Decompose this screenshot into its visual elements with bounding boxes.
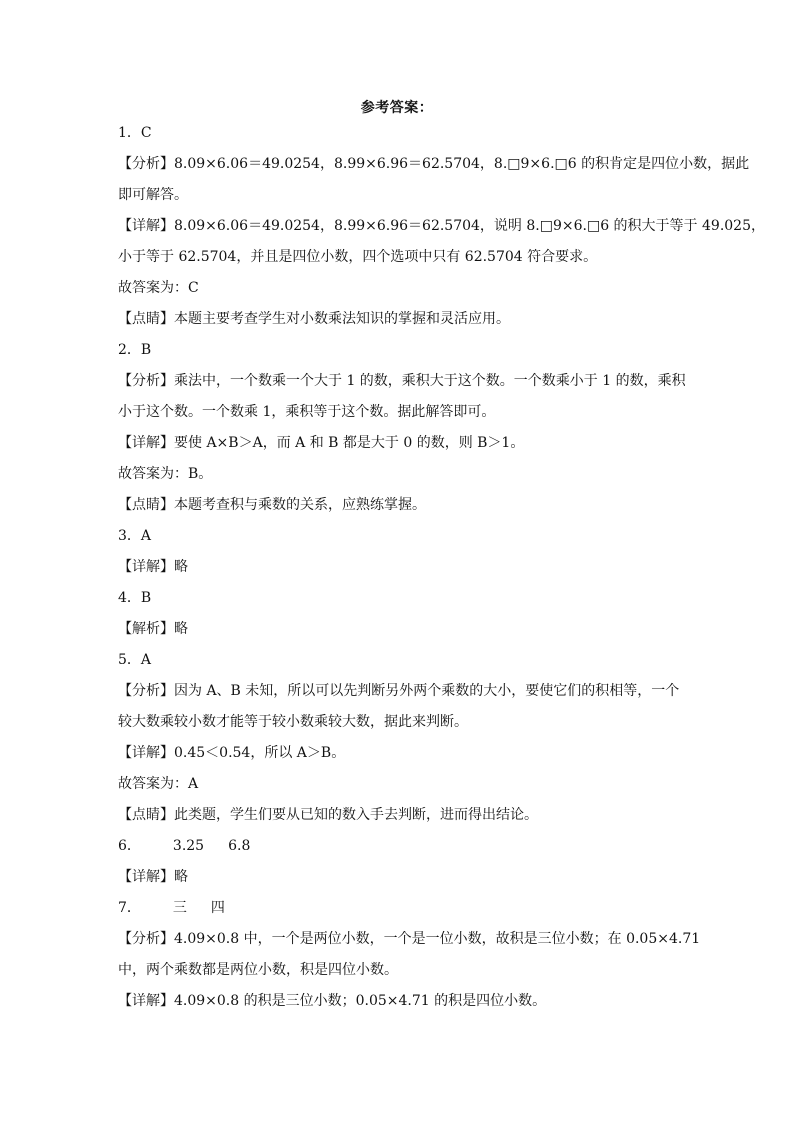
answer-line: 4．B xyxy=(118,590,152,606)
answer-line: 【点睛】本题考查积与乘数的关系，应熟练掌握。 xyxy=(118,497,426,513)
answer-line: 故答案为：A xyxy=(118,776,199,792)
answer-line: 【分析】4.09×0.8 中，一个是两位小数，一个是一位小数，故积是三位小数；在 0.05×4.71 xyxy=(118,931,701,947)
answer-line: 【详解】8.09×6.06＝49.0254，8.99×6.96＝62.5704，说明 8.□9×6.□6 的积大于等于 49.025， xyxy=(118,218,765,234)
question-number: 6． xyxy=(118,838,141,854)
answer-line: 较大数乘较小数才能等于较小数乘较大数，据此来判断。 xyxy=(118,714,468,730)
page-title: 参考答案： xyxy=(360,100,434,116)
answer-line: 【分析】8.09×6.06＝49.0254，8.99×6.96＝62.5704，8.□9×6.□6 的积肯定是四位小数，据此 xyxy=(118,156,750,172)
answer-line: 故答案为：B。 xyxy=(118,466,213,482)
answer-line: 5．A xyxy=(118,652,152,668)
answer-line: 【解析】略 xyxy=(118,621,188,637)
answer-line: 中，两个乘数都是两位小数，积是四位小数。 xyxy=(118,962,398,978)
answer-line: 【分析】乘法中，一个数乘一个大于 1 的数，乘积大于这个数。一个数乘小于 1 的数，乘积 xyxy=(118,373,686,389)
answer-line: 2．B xyxy=(118,342,152,358)
answer-line: 【详解】略 xyxy=(118,869,188,885)
answer-line: 即可解答。 xyxy=(118,187,188,203)
question-number: 7． xyxy=(118,900,141,916)
fill-answer: 三 xyxy=(172,900,187,916)
question-7-answer xyxy=(118,893,678,924)
answer-line: 故答案为：C xyxy=(118,280,199,296)
answer-content xyxy=(118,118,765,1017)
answer-line: 【详解】要使 A×B＞A，而 A 和 B 都是大于 0 的数，则 B＞1。 xyxy=(118,435,525,451)
answer-line: 小于这个数。一个数乘 1，乘积等于这个数。据此解答即可。 xyxy=(118,404,496,420)
answer-line: 【分析】因为 A、B 未知，所以可以先判断另外两个乘数的大小，要使它们的积相等，一个 xyxy=(118,683,680,699)
answer-line: 小于等于 62.5704，并且是四位小数，四个选项中只有 62.5704 符合要求。 xyxy=(118,249,598,265)
answer-line: 3．A xyxy=(118,528,152,544)
answer-line: 【点睛】此类题，学生们要从已知的数入手去判断，进而得出结论。 xyxy=(118,807,538,823)
answer-line: 【详解】4.09×0.8 的积是三位小数；0.05×4.71 的积是四位小数。 xyxy=(118,993,547,1009)
fill-answer: 6.8 xyxy=(228,838,251,854)
fill-answer: 四 xyxy=(210,900,225,916)
fill-answer: 3.25 xyxy=(172,838,205,854)
answer-line: 【详解】0.45＜0.54，所以 A＞B。 xyxy=(118,745,346,761)
answer-line: 【详解】略 xyxy=(118,559,188,575)
answer-line: 【点睛】本题主要考查学生对小数乘法知识的掌握和灵活应用。 xyxy=(118,311,510,327)
answer-line: 1．C xyxy=(118,125,152,141)
question-6-answer xyxy=(118,831,678,862)
